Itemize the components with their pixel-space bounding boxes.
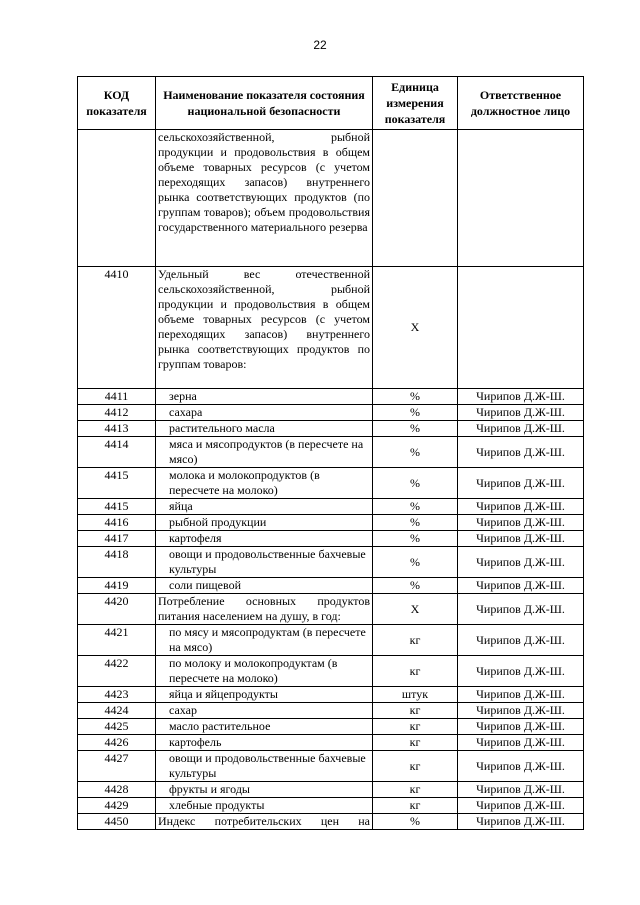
header-code: КОД показателя xyxy=(78,77,156,130)
code-cell: 4417 xyxy=(78,531,156,547)
name-cell: сахар xyxy=(156,703,373,719)
code-cell: 4450 xyxy=(78,814,156,830)
unit-cell: штук xyxy=(373,687,458,703)
unit-cell xyxy=(373,130,458,267)
name-cell: мяса и мясопродуктов (в пересчете на мясо) xyxy=(156,437,373,468)
table-row xyxy=(78,687,584,703)
name-cell: зерна xyxy=(156,389,373,405)
table-row xyxy=(78,625,584,656)
unit-cell: % xyxy=(373,531,458,547)
name-cell: рыбной продукции xyxy=(156,515,373,531)
responsible-cell: Чирипов Д.Ж-Ш. xyxy=(458,594,584,625)
unit-cell: кг xyxy=(373,782,458,798)
unit-cell: кг xyxy=(373,703,458,719)
table-row xyxy=(78,421,584,437)
table-row xyxy=(78,531,584,547)
unit-cell: кг xyxy=(373,625,458,656)
code-cell xyxy=(78,130,156,267)
code-cell: 4424 xyxy=(78,703,156,719)
unit-cell: % xyxy=(373,814,458,830)
table-row xyxy=(78,267,584,389)
name-cell: картофеля xyxy=(156,531,373,547)
name-cell: Удельный вес отечественной сельскохозяйственной, рыбной продукции и продовольствия в общем объеме товарных ресурсов (с учетом переходящих запасов) внутреннего рынка соответствующих продуктов по группам товаров: xyxy=(156,267,373,389)
code-cell: 4415 xyxy=(78,499,156,515)
table-row xyxy=(78,405,584,421)
table-row xyxy=(78,389,584,405)
indicators-table xyxy=(77,76,584,830)
responsible-cell: Чирипов Д.Ж-Ш. xyxy=(458,735,584,751)
unit-cell: % xyxy=(373,437,458,468)
name-cell: молока и молокопродуктов (в пересчете на молоко) xyxy=(156,468,373,499)
name-cell: овощи и продовольственные бахчевые культуры xyxy=(156,547,373,578)
name-cell: соли пищевой xyxy=(156,578,373,594)
code-cell: 4426 xyxy=(78,735,156,751)
table-row xyxy=(78,499,584,515)
code-cell: 4415 xyxy=(78,468,156,499)
responsible-cell: Чирипов Д.Ж-Ш. xyxy=(458,547,584,578)
name-cell: фрукты и ягоды xyxy=(156,782,373,798)
name-cell: Потребление основных продуктов питания населением на душу, в год: xyxy=(156,594,373,625)
table-row xyxy=(78,814,584,830)
responsible-cell: Чирипов Д.Ж-Ш. xyxy=(458,405,584,421)
code-cell: 4411 xyxy=(78,389,156,405)
continuation-name-cell: сельскохозяйственной, рыбной продукции и продовольствия в общем объеме товарных ресурсов (с учетом переходящих запасов) внутреннего рынка соответствующих продуктов (по группам товаров); объем продовольствия государственного материального резерва xyxy=(156,130,373,267)
unit-cell: % xyxy=(373,547,458,578)
responsible-cell: Чирипов Д.Ж-Ш. xyxy=(458,798,584,814)
unit-cell: % xyxy=(373,468,458,499)
table-row xyxy=(78,594,584,625)
table-row xyxy=(78,798,584,814)
unit-cell: Х xyxy=(373,594,458,625)
responsible-cell: Чирипов Д.Ж-Ш. xyxy=(458,531,584,547)
code-cell: 4425 xyxy=(78,719,156,735)
table-row xyxy=(78,656,584,687)
responsible-cell: Чирипов Д.Ж-Ш. xyxy=(458,625,584,656)
responsible-cell: Чирипов Д.Ж-Ш. xyxy=(458,499,584,515)
header-name: Наименование показателя состояния национальной безопасности xyxy=(156,77,373,130)
responsible-cell xyxy=(458,130,584,267)
code-cell: 4423 xyxy=(78,687,156,703)
name-cell: Индекс потребительских цен на xyxy=(156,814,373,830)
table-header-row xyxy=(78,77,584,130)
table-row-continuation xyxy=(78,130,584,267)
table-row xyxy=(78,468,584,499)
responsible-cell: Чирипов Д.Ж-Ш. xyxy=(458,515,584,531)
responsible-cell: Чирипов Д.Ж-Ш. xyxy=(458,468,584,499)
code-cell: 4418 xyxy=(78,547,156,578)
table-row xyxy=(78,719,584,735)
code-cell: 4419 xyxy=(78,578,156,594)
table-row xyxy=(78,735,584,751)
unit-cell: % xyxy=(373,515,458,531)
name-cell: картофель xyxy=(156,735,373,751)
page-number: 22 xyxy=(313,38,327,52)
code-cell: 4422 xyxy=(78,656,156,687)
unit-cell: кг xyxy=(373,751,458,782)
unit-cell: кг xyxy=(373,798,458,814)
code-cell: 4420 xyxy=(78,594,156,625)
responsible-cell: Чирипов Д.Ж-Ш. xyxy=(458,687,584,703)
unit-cell: кг xyxy=(373,656,458,687)
table-row xyxy=(78,578,584,594)
responsible-cell: Чирипов Д.Ж-Ш. xyxy=(458,814,584,830)
header-unit: Единица измерения показателя xyxy=(373,77,458,130)
code-cell: 4429 xyxy=(78,798,156,814)
name-cell: яйца xyxy=(156,499,373,515)
name-cell: растительного масла xyxy=(156,421,373,437)
name-cell: по молоку и молокопродуктам (в пересчете на молоко) xyxy=(156,656,373,687)
table-row xyxy=(78,515,584,531)
responsible-cell xyxy=(458,267,584,389)
table-row xyxy=(78,547,584,578)
code-cell: 4413 xyxy=(78,421,156,437)
unit-cell: % xyxy=(373,499,458,515)
name-cell: хлебные продукты xyxy=(156,798,373,814)
name-cell: сахара xyxy=(156,405,373,421)
code-cell: 4414 xyxy=(78,437,156,468)
unit-cell: % xyxy=(373,389,458,405)
responsible-cell: Чирипов Д.Ж-Ш. xyxy=(458,656,584,687)
code-cell: 4412 xyxy=(78,405,156,421)
code-cell: 4421 xyxy=(78,625,156,656)
unit-cell: кг xyxy=(373,719,458,735)
code-cell: 4427 xyxy=(78,751,156,782)
name-cell: по мясу и мясопродуктам (в пересчете на мясо) xyxy=(156,625,373,656)
responsible-cell: Чирипов Д.Ж-Ш. xyxy=(458,578,584,594)
responsible-cell: Чирипов Д.Ж-Ш. xyxy=(458,782,584,798)
header-responsible: Ответственное должностное лицо xyxy=(458,77,584,130)
unit-cell: % xyxy=(373,421,458,437)
unit-cell: кг xyxy=(373,735,458,751)
name-cell: масло растительное xyxy=(156,719,373,735)
code-cell: 4428 xyxy=(78,782,156,798)
table-row xyxy=(78,782,584,798)
responsible-cell: Чирипов Д.Ж-Ш. xyxy=(458,421,584,437)
unit-cell: Х xyxy=(373,267,458,389)
name-cell: яйца и яйцепродукты xyxy=(156,687,373,703)
unit-cell: % xyxy=(373,578,458,594)
table-row xyxy=(78,703,584,719)
code-cell: 4416 xyxy=(78,515,156,531)
responsible-cell: Чирипов Д.Ж-Ш. xyxy=(458,719,584,735)
responsible-cell: Чирипов Д.Ж-Ш. xyxy=(458,437,584,468)
table-row xyxy=(78,437,584,468)
responsible-cell: Чирипов Д.Ж-Ш. xyxy=(458,751,584,782)
unit-cell: % xyxy=(373,405,458,421)
responsible-cell: Чирипов Д.Ж-Ш. xyxy=(458,703,584,719)
responsible-cell: Чирипов Д.Ж-Ш. xyxy=(458,389,584,405)
table-row xyxy=(78,751,584,782)
code-cell: 4410 xyxy=(78,267,156,389)
name-cell: овощи и продовольственные бахчевые культуры xyxy=(156,751,373,782)
